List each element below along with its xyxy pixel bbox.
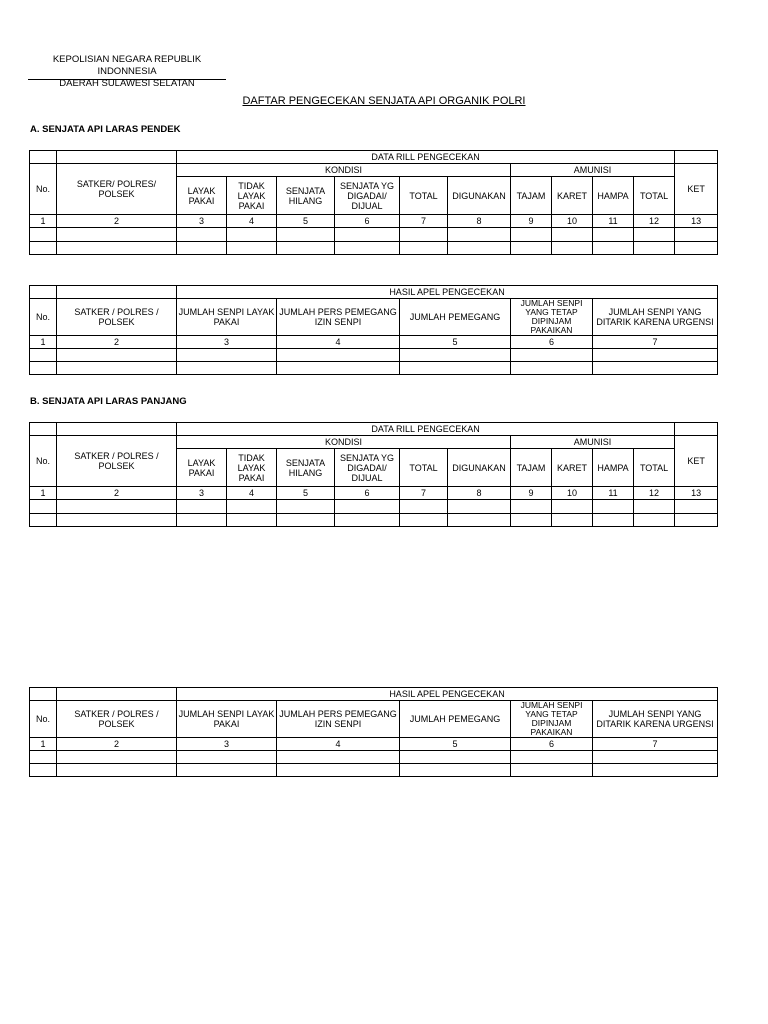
- table-row: [30, 751, 718, 764]
- amunisi-header: AMUNISI: [511, 436, 675, 449]
- col-header-no: No.: [30, 701, 57, 738]
- col-number: 7: [400, 215, 448, 228]
- table-row: [30, 362, 718, 375]
- col-header-ket: KET: [675, 436, 718, 487]
- col-header-pers-pemegang: JUMLAH PERS PEMEGANG IZIN SENPI: [277, 701, 400, 738]
- col-header-karet: KARET: [552, 449, 593, 487]
- col-number: 11: [593, 487, 634, 500]
- col-header-total: TOTAL: [400, 449, 448, 487]
- kondisi-header: KONDISI: [177, 164, 511, 177]
- col-header-jumlah-pemegang: JUMLAH PEMEGANG: [400, 299, 511, 336]
- col-number: 8: [448, 215, 511, 228]
- col-number: 6: [511, 336, 593, 349]
- col-number: 2: [57, 215, 177, 228]
- col-number: 12: [634, 215, 675, 228]
- amunisi-header: AMUNISI: [511, 164, 675, 177]
- col-header-senpi-ditarik: JUMLAH SENPI YANG DITARIK KARENA URGENSI: [593, 701, 718, 738]
- col-number: 5: [277, 487, 335, 500]
- col-number: 7: [400, 487, 448, 500]
- col-header-ket: KET: [675, 164, 718, 215]
- col-header-senpi-layak: JUMLAH SENPI LAYAK PAKAI: [177, 701, 277, 738]
- col-number: 12: [634, 487, 675, 500]
- col-header-digunakan: DIGUNAKAN: [448, 177, 511, 215]
- section-b-heading: B. SENJATA API LARAS PANJANG: [30, 396, 187, 407]
- col-header-jumlah-pemegang: JUMLAH PEMEGANG: [400, 701, 511, 738]
- kondisi-header: KONDISI: [177, 436, 511, 449]
- col-header-hampa: HAMPA: [593, 177, 634, 215]
- col-number: 9: [511, 487, 552, 500]
- col-header-pers-pemegang: JUMLAH PERS PEMEGANG IZIN SENPI: [277, 299, 400, 336]
- column-number-row: [30, 487, 718, 500]
- col-number: 2: [57, 336, 177, 349]
- col-number: 1: [30, 738, 57, 751]
- col-number: 4: [227, 487, 277, 500]
- col-number: 5: [277, 215, 335, 228]
- group-header: HASIL APEL PENGECEKAN: [177, 688, 718, 701]
- col-header-senpi-ditarik: JUMLAH SENPI YANG DITARIK KARENA URGENSI: [593, 299, 718, 336]
- col-number: 6: [335, 487, 400, 500]
- header-divider: [28, 79, 226, 80]
- table-row: [30, 500, 718, 514]
- section-a-heading: A. SENJATA API LARAS PENDEK: [30, 124, 181, 135]
- col-number: 13: [675, 215, 718, 228]
- col-header-no: No.: [30, 436, 57, 487]
- col-number: 2: [57, 487, 177, 500]
- col-header-senpi-dipinjam: JUMLAH SENPI YANG TETAP DIPINJAM PAKAIKAN: [511, 701, 593, 738]
- col-number: 10: [552, 487, 593, 500]
- check-table-long-arms: [29, 422, 718, 527]
- col-header-total-amunisi: TOTAL: [634, 177, 675, 215]
- org-name-line: KEPOLISIAN NEGARA REPUBLIK INDONNESIA: [52, 54, 202, 77]
- col-number: 2: [57, 738, 177, 751]
- col-number: 5: [400, 738, 511, 751]
- document-title: DAFTAR PENGECEKAN SENJATA API ORGANIK POLRI: [242, 95, 526, 107]
- group-header: DATA RILL PENGECEKAN: [177, 423, 675, 436]
- col-number: 4: [277, 336, 400, 349]
- col-header-no: No.: [30, 299, 57, 336]
- col-header-tajam: TAJAM: [511, 177, 552, 215]
- table-row: [30, 242, 718, 255]
- col-header-tidak-layak-pakai: TIDAK LAYAK PAKAI: [227, 177, 277, 215]
- col-header-senjata-digadai: SENJATA YG DIGADAI/ DIJUAL: [335, 449, 400, 487]
- col-header-tidak-layak-pakai: TIDAK LAYAK PAKAI: [227, 449, 277, 487]
- col-number: 3: [177, 487, 227, 500]
- table-row: [30, 514, 718, 527]
- column-number-row: [30, 336, 718, 349]
- col-number: 6: [335, 215, 400, 228]
- col-header-senpi-layak: JUMLAH SENPI LAYAK PAKAI: [177, 299, 277, 336]
- table-row: [30, 349, 718, 362]
- table-row: [30, 764, 718, 777]
- col-number: 3: [177, 336, 277, 349]
- col-header-digunakan: DIGUNAKAN: [448, 449, 511, 487]
- column-number-row: [30, 215, 718, 228]
- col-header-satker: SATKER / POLRES / POLSEK: [57, 701, 177, 738]
- col-number: 9: [511, 215, 552, 228]
- col-header-total: TOTAL: [400, 177, 448, 215]
- col-header-senjata-hilang: SENJATA HILANG: [277, 449, 335, 487]
- col-header-satker: SATKER / POLRES / POLSEK: [57, 299, 177, 336]
- col-number: 1: [30, 215, 57, 228]
- col-number: 6: [511, 738, 593, 751]
- group-header: DATA RILL PENGECEKAN: [177, 151, 675, 164]
- org-region-line: DAERAH SULAWESI SELATAN: [59, 78, 195, 89]
- col-header-senpi-dipinjam: JUMLAH SENPI YANG TETAP DIPINJAM PAKAIKAN: [511, 299, 593, 336]
- col-number: 4: [227, 215, 277, 228]
- check-table-short-arms: [29, 150, 718, 255]
- col-number: 1: [30, 336, 57, 349]
- col-header-satker: SATKER/ POLRES/ POLSEK: [57, 164, 177, 215]
- col-header-karet: KARET: [552, 177, 593, 215]
- col-number: 4: [277, 738, 400, 751]
- col-header-layak-pakai: LAYAK PAKAI: [177, 449, 227, 487]
- col-number: 13: [675, 487, 718, 500]
- col-number: 3: [177, 738, 277, 751]
- col-header-senjata-hilang: SENJATA HILANG: [277, 177, 335, 215]
- col-number: 7: [593, 738, 718, 751]
- col-header-no: No.: [30, 164, 57, 215]
- col-header-satker: SATKER / POLRES / POLSEK: [57, 436, 177, 487]
- table-row: [30, 228, 718, 242]
- col-header-hampa: HAMPA: [593, 449, 634, 487]
- col-header-senjata-digadai: SENJATA YG DIGADAI/ DIJUAL: [335, 177, 400, 215]
- col-number: 11: [593, 215, 634, 228]
- col-number: 8: [448, 487, 511, 500]
- result-table-short-arms: [29, 285, 718, 375]
- col-number: 7: [593, 336, 718, 349]
- col-number: 3: [177, 215, 227, 228]
- result-table-long-arms: [29, 687, 718, 777]
- group-header: HASIL APEL PENGECEKAN: [177, 286, 718, 299]
- organization-header: [28, 54, 226, 90]
- column-number-row: [30, 738, 718, 751]
- col-number: 10: [552, 215, 593, 228]
- col-number: 5: [400, 336, 511, 349]
- col-header-total-amunisi: TOTAL: [634, 449, 675, 487]
- col-number: 1: [30, 487, 57, 500]
- col-header-layak-pakai: LAYAK PAKAI: [177, 177, 227, 215]
- col-header-tajam: TAJAM: [511, 449, 552, 487]
